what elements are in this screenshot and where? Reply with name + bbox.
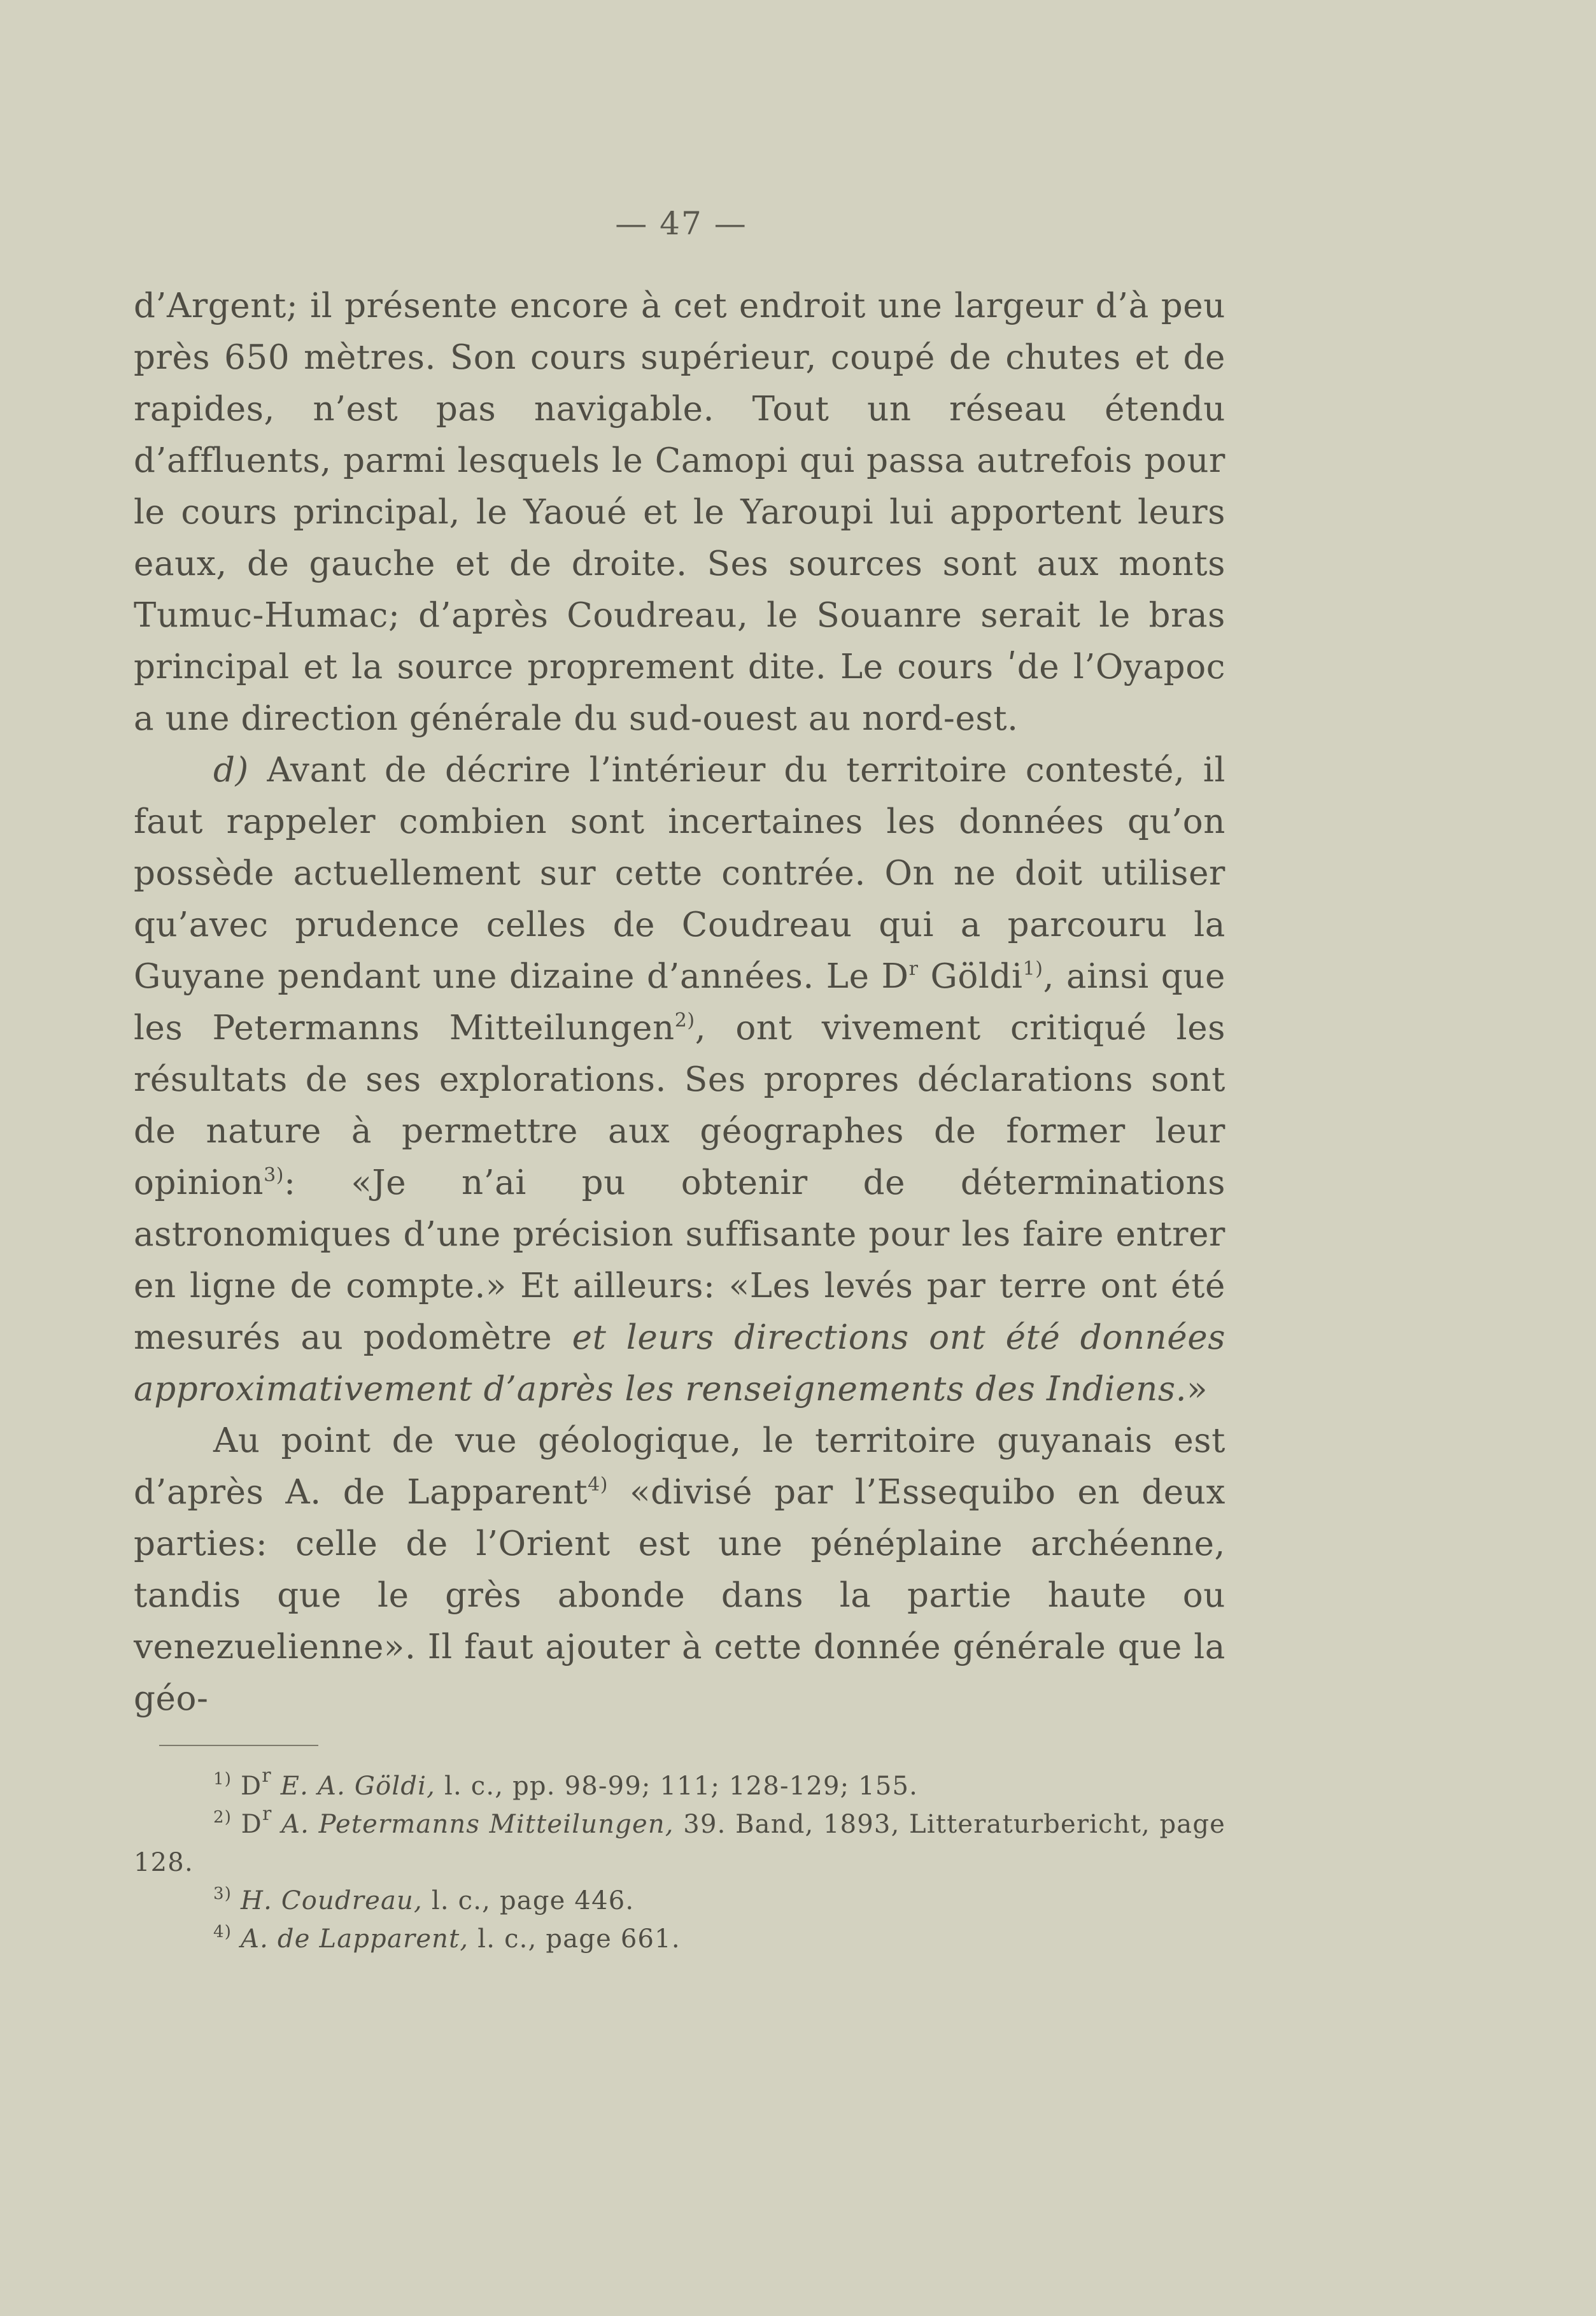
superscript-marker: 3) xyxy=(264,1164,285,1186)
italic-text: H. Coudreau, xyxy=(241,1886,423,1915)
text-run: , ainsi que les Petermanns Mitteilungen xyxy=(134,957,1225,1048)
page-number: — 47 — xyxy=(615,205,747,242)
paragraph-geology xyxy=(134,1415,1225,1724)
footnote-1 xyxy=(134,1767,1225,1805)
text-run: D xyxy=(232,1810,262,1839)
text-run: d’Argent; il présente encore à cet endroit une largeur d’à peu près 650 mètres. Son cours supérieur, coupé de chutes et de rapides, n’est pas navigable. Tout un réseau étendu d’affluents, parmi lesquels le Camopi qui passa autrefois pour le cours principal, le Yaoué et le Yaroupi lui apportent leurs eaux, de gauche et de droite. Ses sources sont aux monts Tumuc-Humac; d’après Coudreau, le Souanre serait le bras principal et la source proprement dite. Le cours ʹde l’Oyapoc a une direction générale du sud-ouest au nord-est. xyxy=(134,287,1225,738)
footnotes xyxy=(134,1767,1225,1958)
superscript-marker: r xyxy=(262,1803,272,1825)
text-run xyxy=(232,1924,241,1954)
main-text xyxy=(134,280,1225,1724)
footnote-number: 1) xyxy=(213,1770,232,1789)
italic-text: et leurs directions ont été données approximativement d’après les renseignements des Indiens. xyxy=(134,1318,1225,1409)
footnote-separator xyxy=(159,1745,318,1746)
footnote-number: 3) xyxy=(213,1884,232,1903)
text-run: l. c., pp. 98-99; 111; 128-129; 155. xyxy=(435,1772,919,1801)
footnote-number: 4) xyxy=(213,1922,232,1942)
text-run xyxy=(232,1886,241,1915)
footnote-2 xyxy=(134,1805,1225,1882)
superscript-marker: 1) xyxy=(1022,958,1043,980)
text-run: Au point de vue géologique, le territoire guyanais est d’après A. de Lapparent xyxy=(134,1421,1225,1512)
text-run xyxy=(272,1810,281,1839)
paragraph-contested-territory xyxy=(134,744,1225,1415)
text-run: l. c., page 446. xyxy=(422,1886,635,1915)
footnote-3 xyxy=(134,1882,1225,1920)
text-run: , ont vivement critiqué les résultats de ses explorations. Ses propres déclarations sont de nature à permettre aux géographes de former leur opinion xyxy=(134,1009,1225,1202)
text-run: D xyxy=(232,1772,262,1801)
footnote-number: 2) xyxy=(213,1808,232,1827)
superscript-marker: 4) xyxy=(588,1474,609,1496)
italic-text: E. A. Göldi, xyxy=(280,1772,436,1801)
italic-text: d) xyxy=(213,751,249,790)
text-run xyxy=(272,1772,281,1801)
text-run: l. c., page 661. xyxy=(469,1924,681,1954)
superscript-marker: 2) xyxy=(674,1009,695,1032)
text-run: Göldi xyxy=(918,957,1023,996)
superscript-marker: r xyxy=(262,1765,272,1787)
italic-text: A. Petermanns Mitteilungen, xyxy=(281,1810,674,1839)
text-run: : «Je n’ai pu obtenir de déterminations astronomiques d’une précision suffisante pour les faire entrer en ligne de compte.» Et ailleurs: «Les levés par terre ont été mesurés au podomètre xyxy=(134,1163,1225,1357)
text-run: » xyxy=(1187,1370,1208,1409)
superscript-marker: r xyxy=(908,958,919,980)
italic-text: A. de Lapparent, xyxy=(241,1924,469,1954)
text-run: «divisé par l’Essequibo en deux parties: celle de l’Orient est une pénéplaine archéenne, tandis que le grès abonde dans la partie haute ou venezuelienne». Il faut ajouter à cette donnée générale que la géo- xyxy=(134,1473,1225,1718)
text-run: Avant de décrire l’intérieur du territoire contesté, il faut rappeler combien sont incertaines les données qu’on possède actuellement sur cette contrée. On ne doit utiliser qu’avec prudence celles de Coudreau qui a parcouru la Guyane pendant une dizaine d’années. Le D xyxy=(134,751,1225,996)
paragraph-oyapoc-river xyxy=(134,280,1225,744)
footnote-4 xyxy=(134,1920,1225,1958)
text-run: 39. Band, 1893, Litteraturbericht, page 128. xyxy=(134,1810,1226,1877)
